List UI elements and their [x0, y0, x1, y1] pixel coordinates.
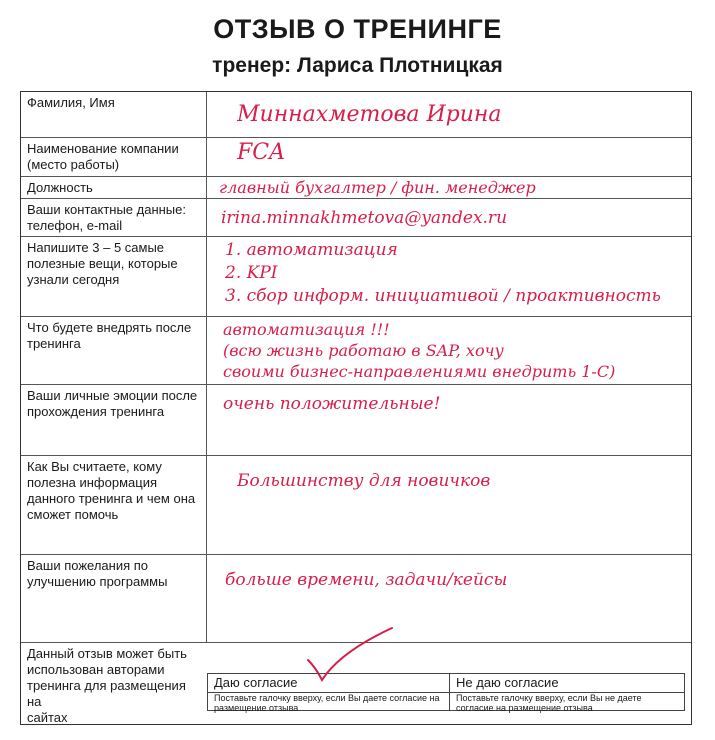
answer-useful-things[interactable]: [207, 237, 691, 317]
label-consent: Данный отзыв может быть использован авторами тренинга для размещения на сайтах: [27, 646, 187, 725]
disagree-consent-title: Не даю согласие: [450, 674, 684, 693]
answer-position[interactable]: [207, 177, 691, 199]
label-implement: Что будете внедрять после тренинга: [21, 317, 207, 385]
label-contacts: Ваши контактные данные: телефон, e-mail: [21, 199, 207, 237]
answer-contacts[interactable]: [207, 199, 691, 237]
label-emotions: Ваши личные эмоции после прохождения тренинга: [21, 385, 207, 456]
answer-line: своими бизнес-направлениями внедрить 1-С): [223, 362, 616, 381]
answer-line: (всю жизнь работаю в SAP, хочу: [223, 341, 504, 360]
row-name: [21, 92, 691, 137]
agree-consent-hint: Поставьте галочку вверху, если Вы даете согласие на размещение отзыва: [214, 693, 440, 713]
label-wishes: Ваши пожелания по улучшению программы: [21, 555, 207, 643]
row-useful-things: [21, 236, 691, 317]
row-contacts: [21, 198, 691, 237]
answer-line: 2. KPI: [225, 263, 278, 283]
answer-line: 1. автоматизация: [225, 240, 398, 260]
disagree-consent-box[interactable]: [449, 673, 685, 711]
answer-line: очень положительные!: [223, 394, 441, 414]
answer-line: Миннахметова Ирина: [237, 104, 502, 126]
form-subtitle: тренер: Лариса Плотницкая: [212, 54, 503, 77]
answer-name[interactable]: [207, 92, 691, 137]
answer-useful-for[interactable]: [207, 456, 691, 555]
label-useful-for: Как Вы считаете, кому полезна информация данного тренинга и чем она сможет помочь: [21, 456, 207, 555]
row-useful-for: [21, 455, 691, 555]
row-emotions: [21, 384, 691, 456]
answer-line: главный бухгалтер / фин. менеджер: [219, 178, 536, 197]
agree-consent-title: Даю согласие: [208, 674, 449, 693]
answer-line: 3. сбор информ. инициативой / проактивность: [225, 286, 661, 306]
answer-line: больше времени, задачи/кейсы: [225, 570, 508, 590]
row-position: [21, 176, 691, 199]
row-company: [21, 137, 691, 177]
form-title: ОТЗЫВ О ТРЕНИНГЕ: [213, 14, 502, 44]
disagree-consent-hint: Поставьте галочку вверху, если Вы не даете согласие на размещение отзыва: [456, 693, 642, 713]
answer-implement[interactable]: [207, 317, 691, 385]
label-company: Наименование компании (место работы): [21, 138, 207, 177]
answer-line: Большинству для новичков: [237, 471, 491, 491]
answer-line: автоматизация !!!: [223, 320, 390, 339]
answer-emotions[interactable]: [207, 385, 691, 456]
answer-line: irina.minnakhmetova@yandex.ru: [221, 208, 508, 228]
label-useful-things: Напишите 3 – 5 самые полезные вещи, которые узнали сегодня: [21, 237, 207, 317]
check-mark-icon: [306, 624, 396, 684]
label-position: Должность: [21, 177, 207, 199]
label-name: Фамилия, Имя: [21, 92, 207, 137]
answer-company[interactable]: [207, 138, 691, 177]
answer-wishes[interactable]: [207, 555, 691, 643]
row-implement: [21, 316, 691, 385]
answer-line: FCA: [237, 142, 285, 164]
